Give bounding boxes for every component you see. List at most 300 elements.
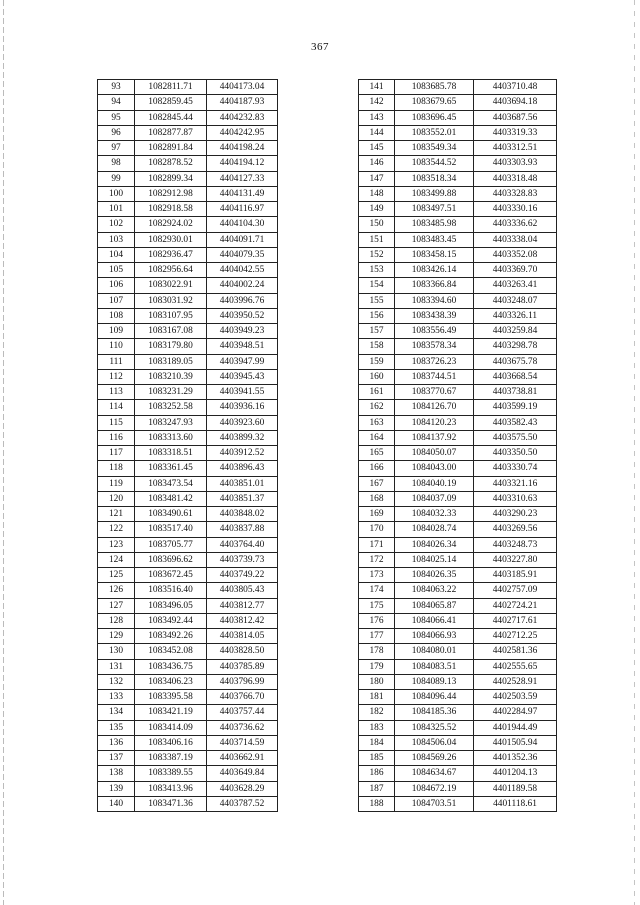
x-coordinate-cell: 1083492.44 [135, 613, 207, 628]
point-number-cell: 130 [98, 644, 135, 659]
y-coordinate-cell: 4403298.78 [474, 339, 557, 354]
point-number-cell: 175 [359, 598, 395, 613]
point-number-cell: 109 [98, 324, 135, 339]
y-coordinate-cell: 4403796.99 [207, 674, 278, 689]
point-number-cell: 173 [359, 568, 395, 583]
x-coordinate-cell: 1084634.67 [395, 766, 474, 781]
y-coordinate-cell: 4403837.88 [207, 522, 278, 537]
table-row [98, 735, 278, 750]
scan-edge-left [3, 0, 4, 905]
table-row [98, 232, 278, 247]
table-row [98, 415, 278, 430]
table-row [359, 110, 557, 125]
point-number-cell: 157 [359, 324, 395, 339]
x-coordinate-cell: 1084043.00 [395, 461, 474, 476]
x-coordinate-cell: 1082930.01 [135, 232, 207, 247]
table-row [98, 263, 278, 278]
point-number-cell: 110 [98, 339, 135, 354]
table-row [359, 461, 557, 476]
y-coordinate-cell: 4403757.44 [207, 705, 278, 720]
table-row [359, 202, 557, 217]
table-row [359, 522, 557, 537]
coordinates-table-left [97, 79, 278, 812]
x-coordinate-cell: 1084080.01 [395, 644, 474, 659]
point-number-cell: 151 [359, 232, 395, 247]
y-coordinate-cell: 4402503.59 [474, 690, 557, 705]
y-coordinate-cell: 4404242.95 [207, 125, 278, 140]
table-row [98, 644, 278, 659]
point-number-cell: 142 [359, 95, 395, 110]
point-number-cell: 139 [98, 781, 135, 796]
table-row [98, 720, 278, 735]
y-coordinate-cell: 4403318.48 [474, 171, 557, 186]
x-coordinate-cell: 1084126.70 [395, 400, 474, 415]
x-coordinate-cell: 1083366.84 [395, 278, 474, 293]
point-number-cell: 155 [359, 293, 395, 308]
point-number-cell: 145 [359, 141, 395, 156]
point-number-cell: 124 [98, 552, 135, 567]
y-coordinate-cell: 4403303.93 [474, 156, 557, 171]
x-coordinate-cell: 1083389.55 [135, 766, 207, 781]
y-coordinate-cell: 4402712.25 [474, 629, 557, 644]
point-number-cell: 137 [98, 751, 135, 766]
x-coordinate-cell: 1083022.91 [135, 278, 207, 293]
x-coordinate-cell: 1083231.29 [135, 385, 207, 400]
table-row [359, 247, 557, 262]
y-coordinate-cell: 4403785.89 [207, 659, 278, 674]
y-coordinate-cell: 4403766.70 [207, 690, 278, 705]
y-coordinate-cell: 4403628.29 [207, 781, 278, 796]
table-row [98, 278, 278, 293]
x-coordinate-cell: 1083313.60 [135, 430, 207, 445]
table-row [359, 568, 557, 583]
y-coordinate-cell: 4403941.55 [207, 385, 278, 400]
x-coordinate-cell: 1084083.51 [395, 659, 474, 674]
x-coordinate-cell: 1083485.98 [395, 217, 474, 232]
table-row [359, 644, 557, 659]
table-row [359, 186, 557, 201]
x-coordinate-cell: 1083518.34 [395, 171, 474, 186]
x-coordinate-cell: 1083726.23 [395, 354, 474, 369]
y-coordinate-cell: 4403812.77 [207, 598, 278, 613]
point-number-cell: 177 [359, 629, 395, 644]
y-coordinate-cell: 4403352.08 [474, 247, 557, 262]
table-row [359, 491, 557, 506]
y-coordinate-cell: 4403185.91 [474, 568, 557, 583]
table-row [98, 796, 278, 811]
y-coordinate-cell: 4401118.61 [474, 796, 557, 811]
x-coordinate-cell: 1083696.62 [135, 552, 207, 567]
table-row [98, 171, 278, 186]
y-coordinate-cell: 4404198.24 [207, 141, 278, 156]
page-number: 367 [311, 41, 329, 53]
point-number-cell: 153 [359, 263, 395, 278]
x-coordinate-cell: 1083492.26 [135, 629, 207, 644]
point-number-cell: 184 [359, 735, 395, 750]
table-row [359, 324, 557, 339]
table-row [359, 171, 557, 186]
point-number-cell: 168 [359, 491, 395, 506]
x-coordinate-cell: 1083458.15 [395, 247, 474, 262]
y-coordinate-cell: 4403738.81 [474, 385, 557, 400]
point-number-cell: 188 [359, 796, 395, 811]
point-number-cell: 165 [359, 446, 395, 461]
x-coordinate-cell: 1083189.05 [135, 354, 207, 369]
point-number-cell: 169 [359, 507, 395, 522]
x-coordinate-cell: 1084066.41 [395, 613, 474, 628]
x-coordinate-cell: 1083452.08 [135, 644, 207, 659]
point-number-cell: 111 [98, 354, 135, 369]
x-coordinate-cell: 1083395.58 [135, 690, 207, 705]
y-coordinate-cell: 4403714.59 [207, 735, 278, 750]
table-row [98, 339, 278, 354]
table-row [359, 598, 557, 613]
x-coordinate-cell: 1084032.33 [395, 507, 474, 522]
table-row [98, 156, 278, 171]
table-row [98, 141, 278, 156]
y-coordinate-cell: 4403694.18 [474, 95, 557, 110]
x-coordinate-cell: 1084050.07 [395, 446, 474, 461]
table-row [98, 583, 278, 598]
y-coordinate-cell: 4402284.97 [474, 705, 557, 720]
x-coordinate-cell: 1084040.19 [395, 476, 474, 491]
point-number-cell: 115 [98, 415, 135, 430]
table-row [98, 308, 278, 323]
x-coordinate-cell: 1083496.05 [135, 598, 207, 613]
point-number-cell: 143 [359, 110, 395, 125]
y-coordinate-cell: 4403227.80 [474, 552, 557, 567]
table-row [98, 354, 278, 369]
x-coordinate-cell: 1083744.51 [395, 369, 474, 384]
y-coordinate-cell: 4403936.16 [207, 400, 278, 415]
x-coordinate-cell: 1083394.60 [395, 293, 474, 308]
point-number-cell: 180 [359, 674, 395, 689]
table-row [359, 354, 557, 369]
point-number-cell: 126 [98, 583, 135, 598]
y-coordinate-cell: 4402528.91 [474, 674, 557, 689]
y-coordinate-cell: 4403848.02 [207, 507, 278, 522]
x-coordinate-cell: 1083685.78 [395, 80, 474, 95]
x-coordinate-cell: 1083679.65 [395, 95, 474, 110]
x-coordinate-cell: 1083413.96 [135, 781, 207, 796]
table-row [359, 781, 557, 796]
table-row [98, 613, 278, 628]
point-number-cell: 106 [98, 278, 135, 293]
table-row [359, 720, 557, 735]
y-coordinate-cell: 4404187.93 [207, 95, 278, 110]
point-number-cell: 120 [98, 491, 135, 506]
point-number-cell: 182 [359, 705, 395, 720]
table-row [359, 385, 557, 400]
x-coordinate-cell: 1083247.93 [135, 415, 207, 430]
table-row [359, 339, 557, 354]
coordinates-table-right [358, 79, 557, 812]
point-number-cell: 178 [359, 644, 395, 659]
point-number-cell: 183 [359, 720, 395, 735]
x-coordinate-cell: 1083705.77 [135, 537, 207, 552]
x-coordinate-cell: 1083549.34 [395, 141, 474, 156]
table-row [98, 186, 278, 201]
y-coordinate-cell: 4403649.84 [207, 766, 278, 781]
point-number-cell: 101 [98, 202, 135, 217]
x-coordinate-cell: 1082845.44 [135, 110, 207, 125]
y-coordinate-cell: 4404127.33 [207, 171, 278, 186]
point-number-cell: 148 [359, 186, 395, 201]
point-number-cell: 141 [359, 80, 395, 95]
table-row [98, 125, 278, 140]
point-number-cell: 97 [98, 141, 135, 156]
y-coordinate-cell: 4403736.62 [207, 720, 278, 735]
y-coordinate-cell: 4404104.30 [207, 217, 278, 232]
x-coordinate-cell: 1083672.45 [135, 568, 207, 583]
y-coordinate-cell: 4403949.23 [207, 324, 278, 339]
y-coordinate-cell: 4403575.50 [474, 430, 557, 445]
y-coordinate-cell: 4404173.04 [207, 80, 278, 95]
point-number-cell: 134 [98, 705, 135, 720]
x-coordinate-cell: 1084569.26 [395, 751, 474, 766]
table-row [359, 369, 557, 384]
point-number-cell: 113 [98, 385, 135, 400]
x-coordinate-cell: 1083516.40 [135, 583, 207, 598]
y-coordinate-cell: 4402555.65 [474, 659, 557, 674]
x-coordinate-cell: 1083031.92 [135, 293, 207, 308]
y-coordinate-cell: 4403947.99 [207, 354, 278, 369]
y-coordinate-cell: 4403764.40 [207, 537, 278, 552]
point-number-cell: 135 [98, 720, 135, 735]
table-row [359, 659, 557, 674]
y-coordinate-cell: 4403805.43 [207, 583, 278, 598]
table-row [359, 735, 557, 750]
point-number-cell: 127 [98, 598, 135, 613]
y-coordinate-cell: 4403710.48 [474, 80, 557, 95]
point-number-cell: 116 [98, 430, 135, 445]
table-row [98, 751, 278, 766]
table-row [98, 110, 278, 125]
x-coordinate-cell: 1083387.19 [135, 751, 207, 766]
y-coordinate-cell: 4402581.36 [474, 644, 557, 659]
y-coordinate-cell: 4403319.33 [474, 125, 557, 140]
point-number-cell: 118 [98, 461, 135, 476]
x-coordinate-cell: 1083421.19 [135, 705, 207, 720]
table-row [98, 629, 278, 644]
table-row [359, 751, 557, 766]
table-row [359, 552, 557, 567]
point-number-cell: 144 [359, 125, 395, 140]
table-row [98, 491, 278, 506]
point-number-cell: 164 [359, 430, 395, 445]
x-coordinate-cell: 1082891.84 [135, 141, 207, 156]
x-coordinate-cell: 1083406.23 [135, 674, 207, 689]
point-number-cell: 119 [98, 476, 135, 491]
point-number-cell: 136 [98, 735, 135, 750]
x-coordinate-cell: 1082877.87 [135, 125, 207, 140]
table-row [359, 217, 557, 232]
point-number-cell: 123 [98, 537, 135, 552]
y-coordinate-cell: 4401189.58 [474, 781, 557, 796]
x-coordinate-cell: 1082878.52 [135, 156, 207, 171]
x-coordinate-cell: 1084137.92 [395, 430, 474, 445]
y-coordinate-cell: 4403263.41 [474, 278, 557, 293]
y-coordinate-cell: 4403945.43 [207, 369, 278, 384]
table-row [98, 217, 278, 232]
x-coordinate-cell: 1083552.01 [395, 125, 474, 140]
point-number-cell: 98 [98, 156, 135, 171]
point-number-cell: 140 [98, 796, 135, 811]
y-coordinate-cell: 4404194.12 [207, 156, 278, 171]
y-coordinate-cell: 4402717.61 [474, 613, 557, 628]
x-coordinate-cell: 1084037.09 [395, 491, 474, 506]
x-coordinate-cell: 1083436.75 [135, 659, 207, 674]
table-row [98, 324, 278, 339]
table-row [98, 674, 278, 689]
y-coordinate-cell: 4403248.73 [474, 537, 557, 552]
y-coordinate-cell: 4404131.49 [207, 186, 278, 201]
point-number-cell: 166 [359, 461, 395, 476]
y-coordinate-cell: 4403923.60 [207, 415, 278, 430]
table-row [98, 522, 278, 537]
y-coordinate-cell: 4403896.43 [207, 461, 278, 476]
table-row [359, 125, 557, 140]
point-number-cell: 171 [359, 537, 395, 552]
table-row [359, 537, 557, 552]
x-coordinate-cell: 1083167.08 [135, 324, 207, 339]
x-coordinate-cell: 1083426.14 [395, 263, 474, 278]
point-number-cell: 174 [359, 583, 395, 598]
x-coordinate-cell: 1083210.39 [135, 369, 207, 384]
x-coordinate-cell: 1083438.39 [395, 308, 474, 323]
point-number-cell: 152 [359, 247, 395, 262]
x-coordinate-cell: 1083473.54 [135, 476, 207, 491]
x-coordinate-cell: 1083107.95 [135, 308, 207, 323]
x-coordinate-cell: 1084325.52 [395, 720, 474, 735]
table-row [98, 598, 278, 613]
y-coordinate-cell: 4403369.70 [474, 263, 557, 278]
table-row [98, 476, 278, 491]
point-number-cell: 185 [359, 751, 395, 766]
point-number-cell: 131 [98, 659, 135, 674]
y-coordinate-cell: 4403599.19 [474, 400, 557, 415]
y-coordinate-cell: 4403330.74 [474, 461, 557, 476]
point-number-cell: 167 [359, 476, 395, 491]
y-coordinate-cell: 4403948.51 [207, 339, 278, 354]
y-coordinate-cell: 4403814.05 [207, 629, 278, 644]
y-coordinate-cell: 4403675.78 [474, 354, 557, 369]
y-coordinate-cell: 4401352.36 [474, 751, 557, 766]
table-row [98, 568, 278, 583]
x-coordinate-cell: 1082899.34 [135, 171, 207, 186]
y-coordinate-cell: 4404042.55 [207, 263, 278, 278]
x-coordinate-cell: 1084026.35 [395, 568, 474, 583]
y-coordinate-cell: 4403321.16 [474, 476, 557, 491]
point-number-cell: 181 [359, 690, 395, 705]
table-row [98, 369, 278, 384]
point-number-cell: 133 [98, 690, 135, 705]
table-row [98, 659, 278, 674]
x-coordinate-cell: 1084026.34 [395, 537, 474, 552]
x-coordinate-cell: 1084025.14 [395, 552, 474, 567]
x-coordinate-cell: 1083179.80 [135, 339, 207, 354]
y-coordinate-cell: 4403950.52 [207, 308, 278, 323]
point-number-cell: 163 [359, 415, 395, 430]
y-coordinate-cell: 4403310.63 [474, 491, 557, 506]
table-row [359, 415, 557, 430]
table-row [359, 507, 557, 522]
x-coordinate-cell: 1083414.09 [135, 720, 207, 735]
x-coordinate-cell: 1083544.52 [395, 156, 474, 171]
x-coordinate-cell: 1084063.22 [395, 583, 474, 598]
y-coordinate-cell: 4403668.54 [474, 369, 557, 384]
point-number-cell: 176 [359, 613, 395, 628]
point-number-cell: 93 [98, 80, 135, 95]
x-coordinate-cell: 1083490.61 [135, 507, 207, 522]
x-coordinate-cell: 1083497.51 [395, 202, 474, 217]
x-coordinate-cell: 1082859.45 [135, 95, 207, 110]
y-coordinate-cell: 4403812.42 [207, 613, 278, 628]
point-number-cell: 186 [359, 766, 395, 781]
x-coordinate-cell: 1083578.34 [395, 339, 474, 354]
y-coordinate-cell: 4403739.73 [207, 552, 278, 567]
table-row [359, 446, 557, 461]
point-number-cell: 125 [98, 568, 135, 583]
point-number-cell: 129 [98, 629, 135, 644]
y-coordinate-cell: 4403996.76 [207, 293, 278, 308]
x-coordinate-cell: 1084120.23 [395, 415, 474, 430]
point-number-cell: 107 [98, 293, 135, 308]
point-number-cell: 172 [359, 552, 395, 567]
table-row [98, 446, 278, 461]
table-row [359, 583, 557, 598]
y-coordinate-cell: 4402724.21 [474, 598, 557, 613]
table-row [98, 552, 278, 567]
point-number-cell: 104 [98, 247, 135, 262]
table-row [98, 385, 278, 400]
x-coordinate-cell: 1083406.16 [135, 735, 207, 750]
table-row [359, 95, 557, 110]
point-number-cell: 161 [359, 385, 395, 400]
table-row [98, 430, 278, 445]
x-coordinate-cell: 1084028.74 [395, 522, 474, 537]
point-number-cell: 147 [359, 171, 395, 186]
point-number-cell: 160 [359, 369, 395, 384]
y-coordinate-cell: 4404232.83 [207, 110, 278, 125]
point-number-cell: 117 [98, 446, 135, 461]
table-row [359, 80, 557, 95]
table-row [359, 674, 557, 689]
point-number-cell: 170 [359, 522, 395, 537]
table-row [359, 232, 557, 247]
point-number-cell: 150 [359, 217, 395, 232]
table-row [98, 95, 278, 110]
table-row [98, 247, 278, 262]
table-row [359, 156, 557, 171]
y-coordinate-cell: 4403912.52 [207, 446, 278, 461]
y-coordinate-cell: 4404079.35 [207, 247, 278, 262]
table-row [359, 293, 557, 308]
x-coordinate-cell: 1084089.13 [395, 674, 474, 689]
x-coordinate-cell: 1082936.47 [135, 247, 207, 262]
y-coordinate-cell: 4402757.09 [474, 583, 557, 598]
table-row [98, 400, 278, 415]
point-number-cell: 96 [98, 125, 135, 140]
x-coordinate-cell: 1084066.93 [395, 629, 474, 644]
x-coordinate-cell: 1084506.04 [395, 735, 474, 750]
table-row [98, 507, 278, 522]
x-coordinate-cell: 1083483.45 [395, 232, 474, 247]
y-coordinate-cell: 4404091.71 [207, 232, 278, 247]
table-row [359, 690, 557, 705]
point-number-cell: 162 [359, 400, 395, 415]
table-row [98, 705, 278, 720]
